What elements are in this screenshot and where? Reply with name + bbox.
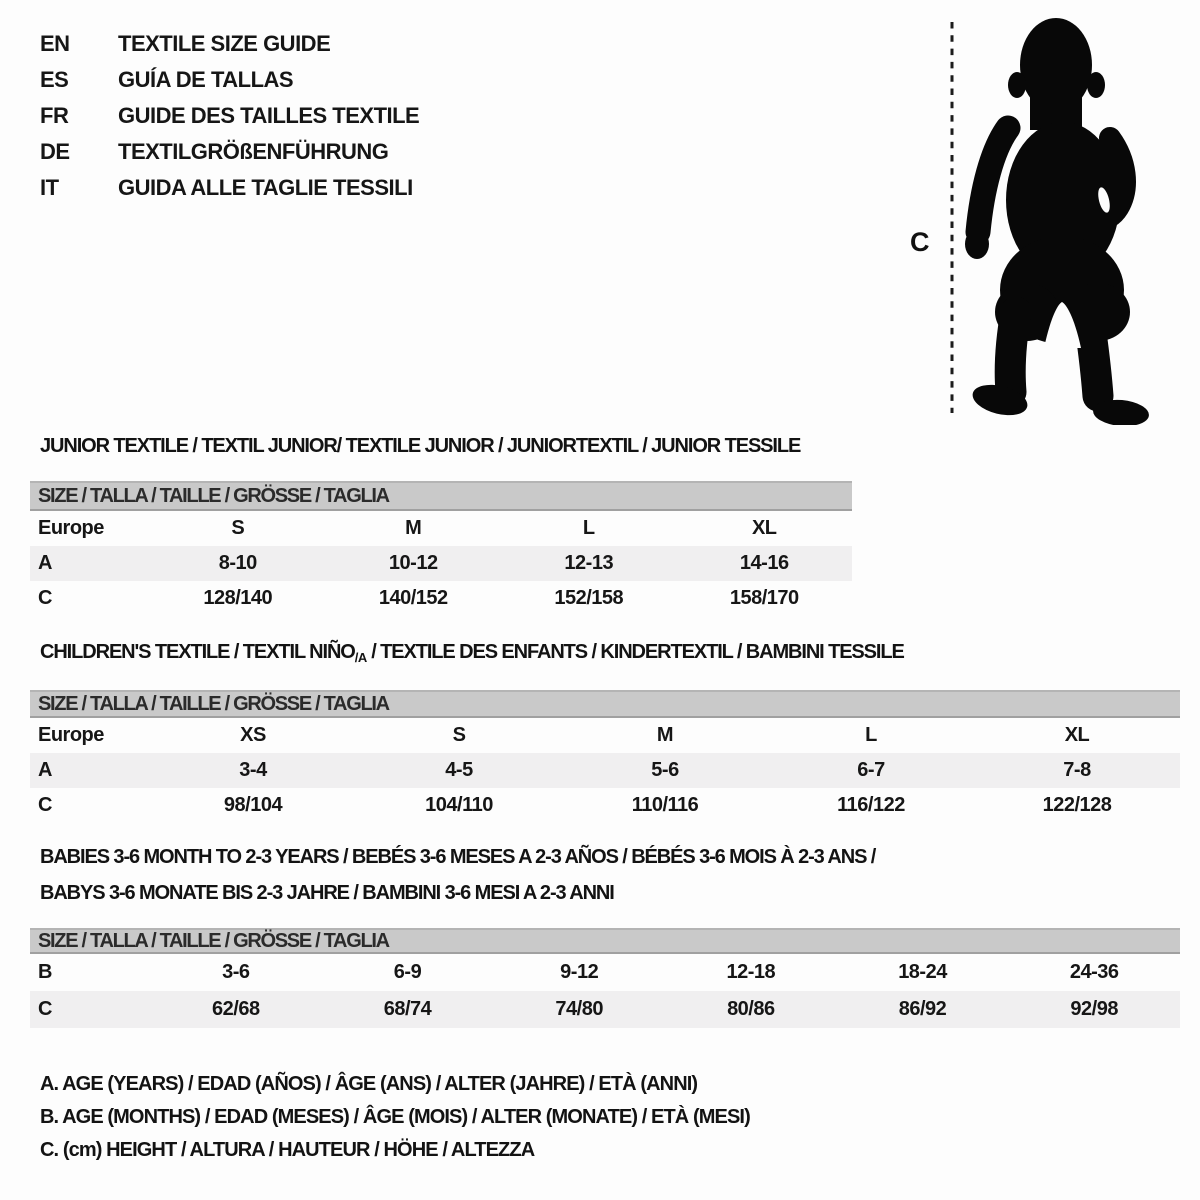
junior-height-row xyxy=(30,581,852,616)
children-age-row xyxy=(30,753,1180,788)
row-label: B xyxy=(38,961,52,983)
junior-europe-row xyxy=(30,511,852,546)
row-label: A xyxy=(38,759,52,781)
row-label: Europe xyxy=(38,724,104,746)
row-label: C xyxy=(38,998,52,1020)
value-cell: 68/74 xyxy=(383,998,432,1020)
babies-section-heading-line2: BABYS 3-6 MONATE BIS 2-3 JAHRE / BAMBINI 3-6 MESI A 2-3 ANNI xyxy=(40,882,614,904)
value-cell: 24-36 xyxy=(1069,961,1119,983)
language-code: IT xyxy=(40,175,59,200)
junior-section-heading: JUNIOR TEXTILE / TEXTIL JUNIOR/ TEXTILE JUNIOR / JUNIORTEXTIL / JUNIOR TESSILE xyxy=(40,435,801,457)
value-cell: 12-18 xyxy=(726,961,776,983)
children-size-table xyxy=(30,690,1180,823)
row-label: Europe xyxy=(38,517,104,539)
children-europe-row xyxy=(30,718,1180,753)
language-code: ES xyxy=(40,67,69,92)
value-cell: 62/68 xyxy=(212,998,260,1020)
value-cell: 98/104 xyxy=(223,794,283,816)
language-code: EN xyxy=(40,31,70,56)
value-cell: 3-4 xyxy=(239,759,267,781)
value-cell: 6-9 xyxy=(393,961,422,983)
toddler-silhouette-icon xyxy=(965,18,1150,425)
language-title: GUÍA DE TALLAS xyxy=(118,67,294,92)
value-cell: 14-16 xyxy=(739,552,789,574)
language-code: DE xyxy=(40,139,70,164)
babies-section-heading-line1: BABIES 3-6 MONTH TO 2-3 YEARS / BEBÉS 3-6 MESES A 2-3 AÑOS / BÉBÉS 3-6 MOIS À 2-3 ANS / xyxy=(40,846,876,868)
language-row-de xyxy=(40,134,419,170)
children-heading-subscript: /A xyxy=(354,650,367,665)
value-cell: 80/86 xyxy=(727,998,775,1020)
value-cell: 116/122 xyxy=(837,794,905,816)
row-label: C xyxy=(38,587,52,609)
value-cell: 4-5 xyxy=(445,759,473,781)
size-cell: XL xyxy=(751,517,777,539)
measure-legend xyxy=(40,1068,750,1167)
junior-age-row xyxy=(30,546,852,581)
size-cell: S xyxy=(231,517,245,539)
toddler-silhouette-svg xyxy=(880,10,1160,425)
value-cell: 158/170 xyxy=(729,587,799,609)
value-cell: 110/116 xyxy=(631,794,699,816)
children-section-heading xyxy=(40,641,904,664)
language-title: GUIDE DES TAILLES TEXTILE xyxy=(118,103,420,128)
language-row-en xyxy=(40,26,419,62)
children-height-row xyxy=(30,788,1180,823)
value-cell: 74/80 xyxy=(555,998,603,1020)
value-cell: 122/128 xyxy=(1042,794,1112,816)
row-label: A xyxy=(38,552,52,574)
size-cell: S xyxy=(452,724,466,746)
language-code: FR xyxy=(40,103,69,128)
size-cell: L xyxy=(582,517,595,539)
language-title-list xyxy=(40,26,419,206)
value-cell: 86/92 xyxy=(898,998,947,1020)
babies-height-row xyxy=(30,991,1180,1028)
value-cell: 7-8 xyxy=(1063,759,1091,781)
language-row-it xyxy=(40,170,419,206)
size-cell: XS xyxy=(240,724,266,746)
size-cell: M xyxy=(405,517,422,539)
size-cell: L xyxy=(865,724,877,746)
height-measure-figure xyxy=(880,10,1160,425)
language-title: GUIDA ALLE TAGLIE TESSILI xyxy=(118,175,413,200)
junior-size-table xyxy=(30,481,852,616)
language-row-fr xyxy=(40,98,419,134)
value-cell: 8-10 xyxy=(218,552,257,574)
legend-age-months: B. AGE (MONTHS) / EDAD (MESES) / ÂGE (MOIS) / ALTER (MONATE) / ETÀ (MESI) xyxy=(40,1106,750,1128)
junior-table-size-header: SIZE / TALLA / TAILLE / GRÖSSE / TAGLIA xyxy=(30,481,852,511)
value-cell: 18-24 xyxy=(898,961,947,983)
height-measure-label: C xyxy=(910,227,930,257)
babies-months-row xyxy=(30,954,1180,991)
babies-size-table xyxy=(30,928,1180,1028)
language-row-es xyxy=(40,62,419,98)
children-heading-main: CHILDREN'S TEXTILE / TEXTIL NIÑO xyxy=(40,641,355,663)
value-cell: 10-12 xyxy=(388,552,438,574)
value-cell: 12-13 xyxy=(564,552,614,574)
value-cell: 140/152 xyxy=(378,587,448,609)
value-cell: 128/140 xyxy=(203,587,273,609)
value-cell: 104/110 xyxy=(425,794,493,816)
language-title: TEXTILE SIZE GUIDE xyxy=(118,31,331,56)
value-cell: 3-6 xyxy=(222,961,250,983)
row-label: C xyxy=(38,794,52,816)
children-table-size-header: SIZE / TALLA / TAILLE / GRÖSSE / TAGLIA xyxy=(30,690,1180,718)
size-cell: XL xyxy=(1064,724,1090,746)
babies-table-size-header: SIZE / TALLA / TAILLE / GRÖSSE / TAGLIA xyxy=(30,928,1180,954)
language-title: TEXTILGRÖßENFÜHRUNG xyxy=(118,139,389,164)
legend-age-years: A. AGE (YEARS) / EDAD (AÑOS) / ÂGE (ANS) / ALTER (JAHRE) / ETÀ (ANNI) xyxy=(40,1073,698,1095)
value-cell: 152/158 xyxy=(554,587,624,609)
value-cell: 6-7 xyxy=(857,759,885,781)
value-cell: 5-6 xyxy=(651,759,679,781)
children-heading-rest: / TEXTILE DES ENFANTS / KINDERTEXTIL / BAMBINI TESSILE xyxy=(366,641,904,663)
legend-height-cm: C. (cm) HEIGHT / ALTURA / HAUTEUR / HÖHE / ALTEZZA xyxy=(40,1139,535,1161)
value-cell: 92/98 xyxy=(1070,998,1118,1020)
value-cell: 9-12 xyxy=(560,961,599,983)
size-cell: M xyxy=(656,724,674,746)
